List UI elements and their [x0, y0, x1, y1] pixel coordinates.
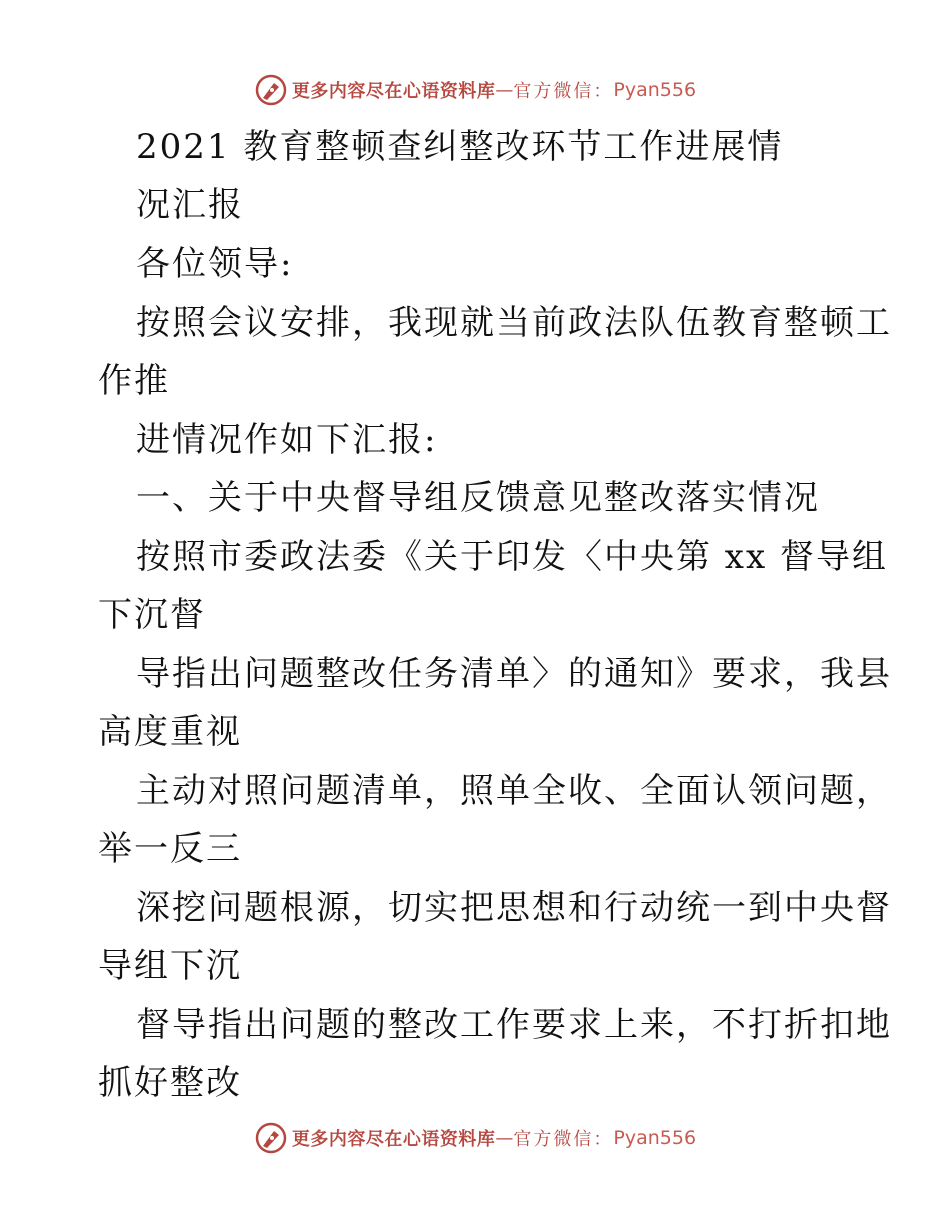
doc-paragraph-line: 导指出问题整改任务清单〉的通知》要求，我县 — [136, 654, 892, 694]
doc-salutation: 各位领导: — [136, 244, 294, 284]
doc-paragraph-line: 导组下沉 — [98, 946, 242, 986]
pen-nib-icon — [254, 1121, 288, 1155]
doc-paragraph-line: 督导指出问题的整改工作要求上来，不打折扣地 — [136, 1005, 892, 1045]
watermark-wechat-id: Pyan556 — [613, 79, 697, 101]
doc-title-line-1: 2021 教育整顿查纠整改环节工作进展情 — [136, 127, 784, 167]
doc-paragraph-line: 主动对照问题清单，照单全收、全面认领问题， — [136, 771, 892, 811]
watermark-site-text: 更多内容尽在心语资料库 — [291, 81, 496, 102]
pen-nib-icon — [254, 73, 288, 107]
doc-paragraph-line: 按照会议安排，我现就当前政法队伍教育整顿工 — [136, 303, 892, 343]
watermark-wechat-id: Pyan556 — [613, 1127, 697, 1149]
watermark-separator: — — [495, 79, 514, 101]
doc-paragraph-line: 下沉督 — [98, 595, 206, 635]
watermark-wechat-label: 官方微信： — [513, 81, 614, 102]
doc-paragraph-line: 举一反三 — [98, 829, 242, 869]
doc-paragraph-line: 作推 — [98, 361, 170, 401]
watermark-header — [0, 70, 950, 110]
watermark-separator: — — [495, 1127, 514, 1149]
doc-paragraph-line: 抓好整改 — [98, 1063, 242, 1103]
doc-title-line-2: 况汇报 — [136, 185, 244, 225]
doc-paragraph-line: 深挖问题根源，切实把思想和行动统一到中央督 — [136, 888, 892, 928]
watermark-site-text: 更多内容尽在心语资料库 — [291, 1129, 496, 1150]
watermark-wechat-label: 官方微信： — [513, 1129, 614, 1150]
doc-paragraph-line: 高度重视 — [98, 712, 242, 752]
doc-paragraph-line: 按照市委政法委《关于印发〈中央第 xx 督导组 — [136, 537, 888, 577]
watermark-footer — [0, 1118, 950, 1158]
doc-section-heading: 一、关于中央督导组反馈意见整改落实情况 — [136, 478, 820, 518]
doc-paragraph-line: 进情况作如下汇报: — [136, 420, 438, 460]
